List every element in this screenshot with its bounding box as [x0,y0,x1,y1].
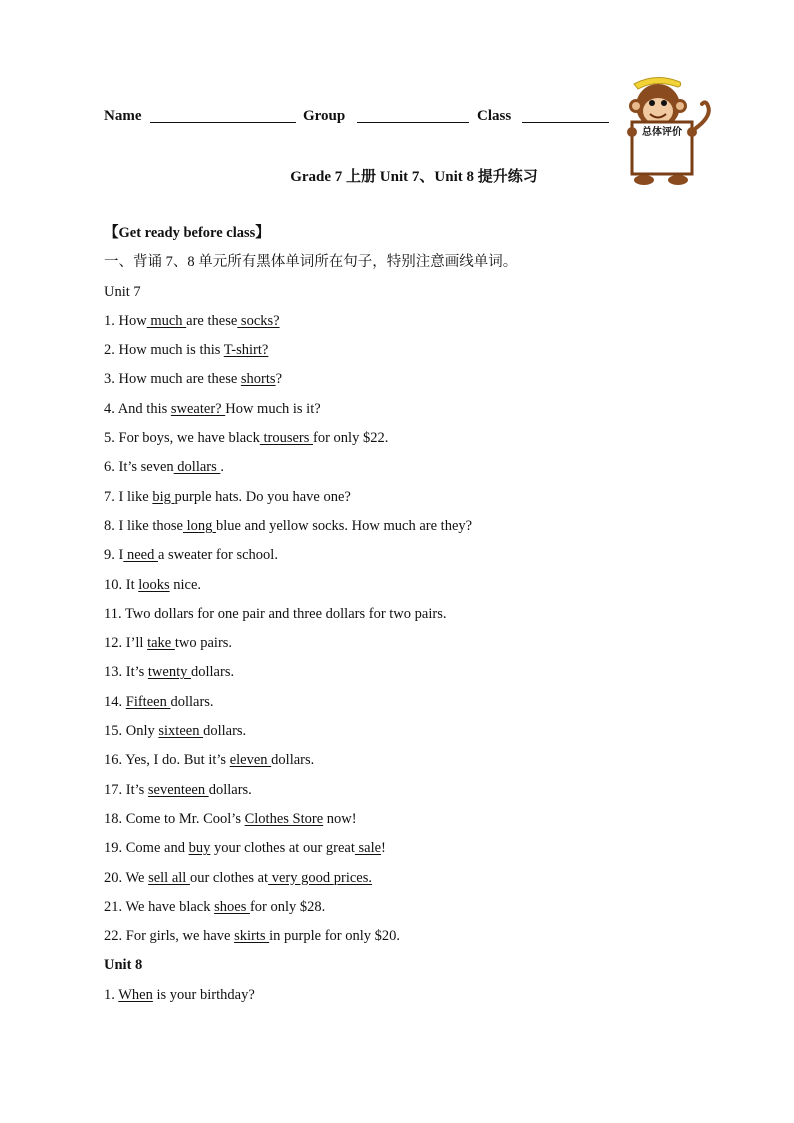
name-blank[interactable] [150,108,296,128]
underlined-word: prices. [333,869,372,886]
sentence-text: 14. [104,693,126,710]
sentence-text: in purple for only $20. [269,928,401,945]
underlined-word: T-shirt? [223,342,269,359]
unit7-heading: Unit 7 [104,283,141,300]
sentence-text: are these [186,312,238,329]
sentence-text: your clothes at our great [210,840,355,857]
sentence-text: . [220,459,225,476]
unit7-sentence-15 [104,720,724,749]
underlined-word: dollars [173,459,221,476]
sentence-text: nice. [169,576,202,593]
exercise-content [104,222,724,1013]
sentence-text: blue and yellow socks. How much are they? [215,517,473,534]
sentence-text: dollars. [271,752,315,769]
section-heading: 【Get ready before class】 [104,225,270,241]
unit7-sentence-6 [104,456,724,485]
sentence-text: 19. Come and [104,840,189,857]
sentence-text: dollars. [170,693,214,710]
sentence-text: 1. How [104,312,147,329]
badge-text: 总体评价 [642,127,682,138]
underlined-word: shorts [240,371,276,388]
sentence-text: 11. Two dollars for one pair and three dollars for two pairs. [104,605,447,622]
unit8-sentence-list [104,984,724,1013]
underlined-word: Clothes Store [244,810,324,827]
unit7-sentence-8 [104,515,724,544]
underlined-word: twenty [147,664,191,681]
sentence-text: 22. For girls, we have [104,928,235,945]
sentence-text: our clothes at [189,869,269,886]
class-label: Class [477,108,512,124]
sentence-text: 3. How much are these [104,371,241,388]
sentence-text: 5. For boys, we have black [104,430,260,447]
page-title: Grade 7 上册 Unit 7、Unit 8 提升练习 [290,169,538,185]
unit7-sentence-21 [104,896,724,925]
unit7-sentence-11 [104,603,724,632]
unit7-sentence-10 [104,574,724,603]
sentence-text: 6. It’s seven [104,459,174,476]
sentence-text: How much is it? [225,400,321,417]
sentence-text: 10. It [104,576,139,593]
sentence-text: dollars. [191,664,235,681]
unit7-sentence-5 [104,427,724,456]
unit7-sentence-12 [104,632,724,661]
sentence-text: 15. Only [104,723,159,740]
unit7-sentence-22 [104,925,724,954]
sentence-text: 8. I like those [104,517,183,534]
underlined-word: very good [268,869,334,886]
underlined-word: sixteen [158,723,204,740]
group-blank[interactable] [357,108,469,128]
unit7-sentence-20 [104,867,724,896]
sentence-text: is your birthday? [152,986,255,1003]
sentence-text: dollars. [208,781,252,798]
sentence-text: 17. It’s [104,781,148,798]
sentence-text: for only $22. [313,430,389,447]
sentence-text: dollars. [203,723,247,740]
underlined-word: take [147,635,175,652]
unit7-sentence-17 [104,779,724,808]
underlined-word: skirts [234,928,270,945]
underlined-word: sweater? [170,400,226,417]
sentence-text: purple hats. Do you have one? [174,488,351,505]
instruction: 一、背诵 7、8 单元所有黑体单词所在句子，特别注意画线单词。 [104,254,518,271]
sentence-text: 12. I’ll [104,635,148,652]
unit8-heading: Unit 8 [104,957,143,974]
sentence-text: 20. We [104,869,149,886]
sentence-text: for only $28. [249,898,326,915]
underlined-word: socks? [237,312,280,329]
underlined-word: buy [188,840,211,857]
underlined-word: seventeen [147,781,209,798]
underlined-word: sale [354,840,382,857]
sentence-text: 4. And this [104,400,171,417]
sentence-text: 2. How much is this [104,342,224,359]
group-label: Group [303,108,346,124]
unit7-sentence-19 [104,837,724,866]
sentence-text: 21. We have black [104,898,215,915]
unit7-sentence-7 [104,486,724,515]
sentence-text: 7. I like [104,488,153,505]
underlined-word: shoes [214,898,250,915]
unit7-sentence-9 [104,544,724,573]
monkey-evaluation-icon [616,72,716,188]
sentence-text: 1. [104,986,119,1003]
unit7-sentence-list [104,310,724,955]
unit7-sentence-16 [104,749,724,778]
sentence-text: 18. Come to Mr. Cool’s [104,810,245,827]
sentence-text: a sweater for school. [157,547,278,564]
underlined-word: Fifteen [125,693,171,710]
unit7-sentence-18 [104,808,724,837]
sentence-text: 9. I [104,547,124,564]
sentence-text: 13. It’s [104,664,148,681]
sentence-text: ? [275,371,282,388]
sentence-text: 16. Yes, I do. But it’s [104,752,230,769]
unit7-sentence-3 [104,368,724,397]
unit7-sentence-1 [104,310,724,339]
underlined-word: big [152,488,175,505]
unit7-sentence-2 [104,339,724,368]
underlined-word: much [146,312,187,329]
underlined-word: trousers [259,430,314,447]
class-blank[interactable] [522,108,609,128]
underlined-word: looks [138,576,170,593]
underlined-word: When [118,986,153,1003]
unit8-sentence-1 [104,984,724,1013]
name-label: Name [104,108,142,124]
underlined-word: need [123,547,158,564]
underlined-word: eleven [229,752,272,769]
sentence-text: now! [323,810,357,827]
sentence-text: ! [381,840,386,857]
underlined-word: long [182,517,216,534]
unit7-sentence-13 [104,661,724,690]
sentence-text: two pairs. [174,635,233,652]
underlined-word: sell all [148,869,190,886]
unit7-sentence-4 [104,398,724,427]
unit7-sentence-14 [104,691,724,720]
